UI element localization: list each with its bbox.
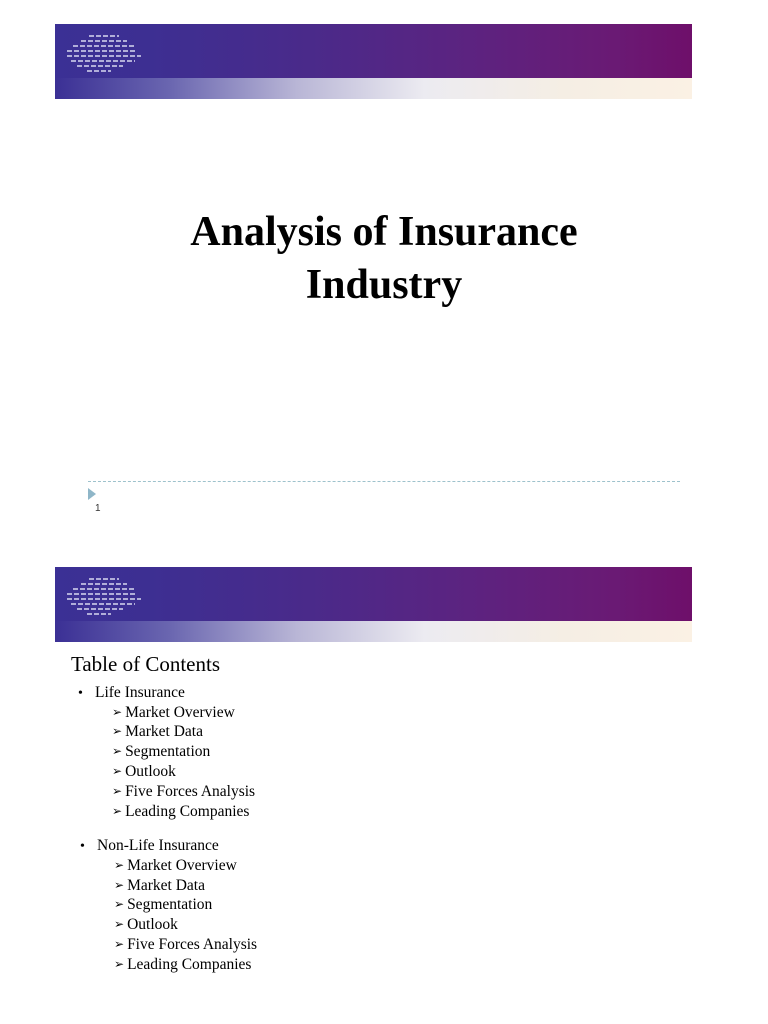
toc-item: ➢ Segmentation	[112, 743, 211, 760]
toc-item: ➢ Leading Companies	[112, 803, 250, 820]
toc-item: ➢ Market Data	[112, 723, 203, 740]
arrow-bullet-icon: ➢	[112, 705, 123, 719]
toc-item: ➢ Market Overview	[112, 704, 235, 721]
banner-gradient-bar	[55, 567, 692, 621]
toc-item: ➢ Five Forces Analysis	[114, 936, 258, 953]
bullet-icon: •	[78, 686, 83, 701]
arrow-bullet-icon: ➢	[112, 744, 123, 758]
slide2-header-banner	[55, 567, 692, 642]
arrow-bullet-icon: ➢	[114, 897, 125, 911]
banner-fade-strip	[55, 621, 692, 642]
arrow-bullet-icon: ➢	[114, 957, 125, 971]
arrow-bullet-icon: ➢	[114, 878, 125, 892]
slide-footer-divider	[88, 481, 680, 482]
arrow-bullet-icon: ➢	[112, 784, 123, 798]
toc-item: ➢ Segmentation	[114, 896, 213, 913]
banner-fade-strip	[55, 78, 692, 99]
play-triangle-icon	[88, 488, 96, 500]
arrow-bullet-icon: ➢	[112, 724, 123, 738]
toc-item: ➢ Five Forces Analysis	[112, 783, 256, 800]
slide-title-line-2: Industry	[305, 262, 463, 308]
bullet-icon: •	[80, 839, 85, 854]
arrow-bullet-icon: ➢	[114, 937, 125, 951]
banner-gradient-bar	[55, 24, 692, 78]
page-number: 1	[95, 503, 101, 514]
company-logo-icon	[65, 575, 145, 620]
slide1-header-banner	[55, 24, 692, 99]
toc-item: ➢ Leading Companies	[114, 956, 252, 973]
arrow-bullet-icon: ➢	[112, 764, 123, 778]
slide-title	[84, 206, 684, 312]
toc-section-non-life-insurance: Non-Life Insurance	[97, 837, 219, 854]
arrow-bullet-icon: ➢	[114, 917, 125, 931]
toc-section-life-insurance: Life Insurance	[95, 684, 185, 701]
toc-item: ➢ Market Data	[114, 877, 205, 894]
arrow-bullet-icon: ➢	[112, 804, 123, 818]
arrow-bullet-icon: ➢	[114, 858, 125, 872]
company-logo-icon	[65, 32, 145, 77]
toc-title: Table of Contents	[71, 652, 220, 676]
toc-item: ➢ Outlook	[114, 916, 178, 933]
slide-title-line-1: Analysis of Insurance	[190, 209, 578, 255]
toc-item: ➢ Market Overview	[114, 857, 237, 874]
toc-item: ➢ Outlook	[112, 763, 176, 780]
